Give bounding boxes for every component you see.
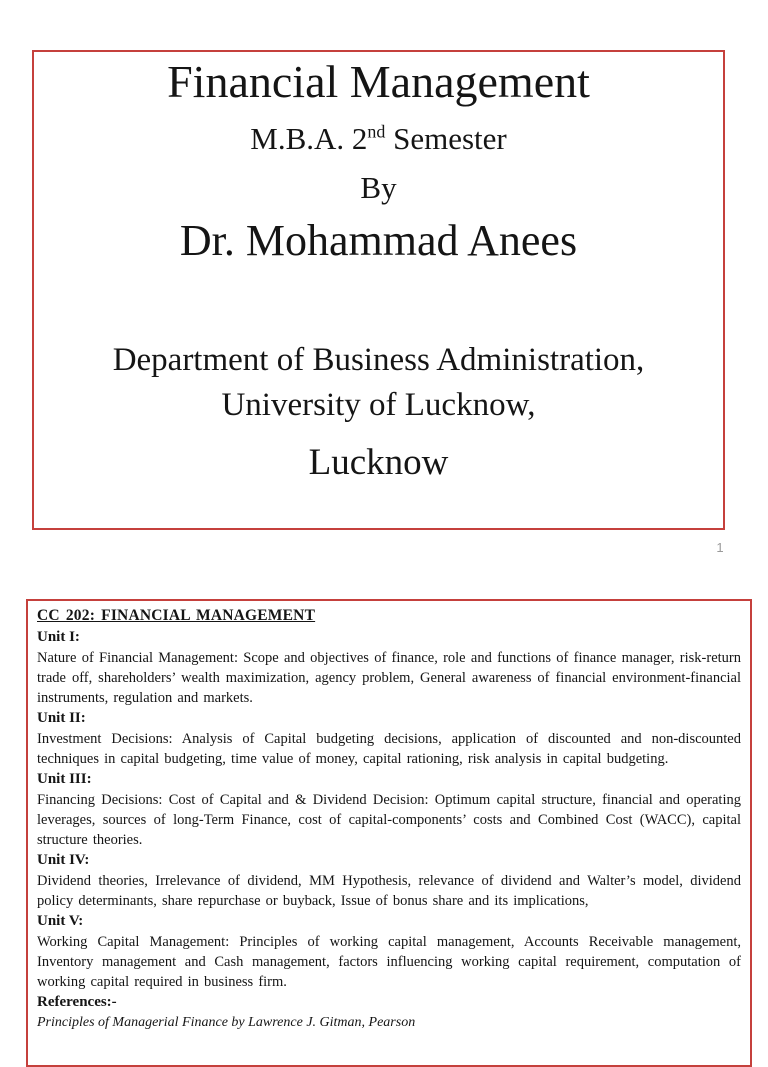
semester-suffix: Semester <box>385 121 507 156</box>
unit-1-text: Nature of Financial Management: Scope and objectives of finance, role and functions of finance manager, risk-return trade off, shareholders’ wealth maximization, agency problem, General awareness of financial environment-financial instruments, regulation and markets. <box>37 650 741 706</box>
title-slide <box>32 50 725 530</box>
references-label: References:- <box>37 994 117 1010</box>
university-line: University of Lucknow, <box>221 387 536 423</box>
syllabus-heading: CC 202: FINANCIAL MANAGEMENT <box>37 607 316 624</box>
unit-4-text: Dividend theories, Irrelevance of dividend, MM Hypothesis, relevance of dividend and Walter’s model, dividend policy determinants, share repurchase or buyback, Issue of bonus share and its implications, <box>37 873 741 909</box>
semester-line <box>34 120 723 158</box>
page-number: 1 <box>716 540 724 555</box>
unit-1-label: Unit I: <box>37 629 80 645</box>
unit-5-label: Unit V: <box>37 913 84 929</box>
by-line: By <box>360 170 397 205</box>
reference-entry: Principles of Managerial Finance by Lawrence J. Gitman, Pearson <box>37 1015 416 1030</box>
author-name: Dr. Mohammad Anees <box>179 216 578 265</box>
department-line: Department of Business Administration, <box>112 342 645 378</box>
unit-4-label: Unit IV: <box>37 852 90 868</box>
syllabus-slide <box>26 599 752 1067</box>
unit-5-text: Working Capital Management: Principles of working capital management, Accounts Receivable management, Inventory management and Cash management, factors influencing working capital requirement, computation of working capital required in business firm. <box>37 934 741 990</box>
unit-2-text: Investment Decisions: Analysis of Capital budgeting decisions, application of discounted and non-discounted techniques in capital budgeting, time value of money, capital rationing, risk analysis in capital budgeting. <box>37 731 741 767</box>
course-title: Financial Management <box>167 56 590 107</box>
city-line: Lucknow <box>308 442 449 483</box>
semester-ordinal-superscript: nd <box>367 121 386 142</box>
unit-3-text: Financing Decisions: Cost of Capital and & Dividend Decision: Optimum capital structure, financial and operating leverages, sources of long-Term Finance, cost of capital-components’ costs and Combined Cost (WACC), capital structure theories. <box>37 792 741 848</box>
unit-2-label: Unit II: <box>37 710 86 726</box>
semester-prefix: M.B.A. 2 <box>250 121 368 156</box>
unit-3-label: Unit III: <box>37 771 92 787</box>
